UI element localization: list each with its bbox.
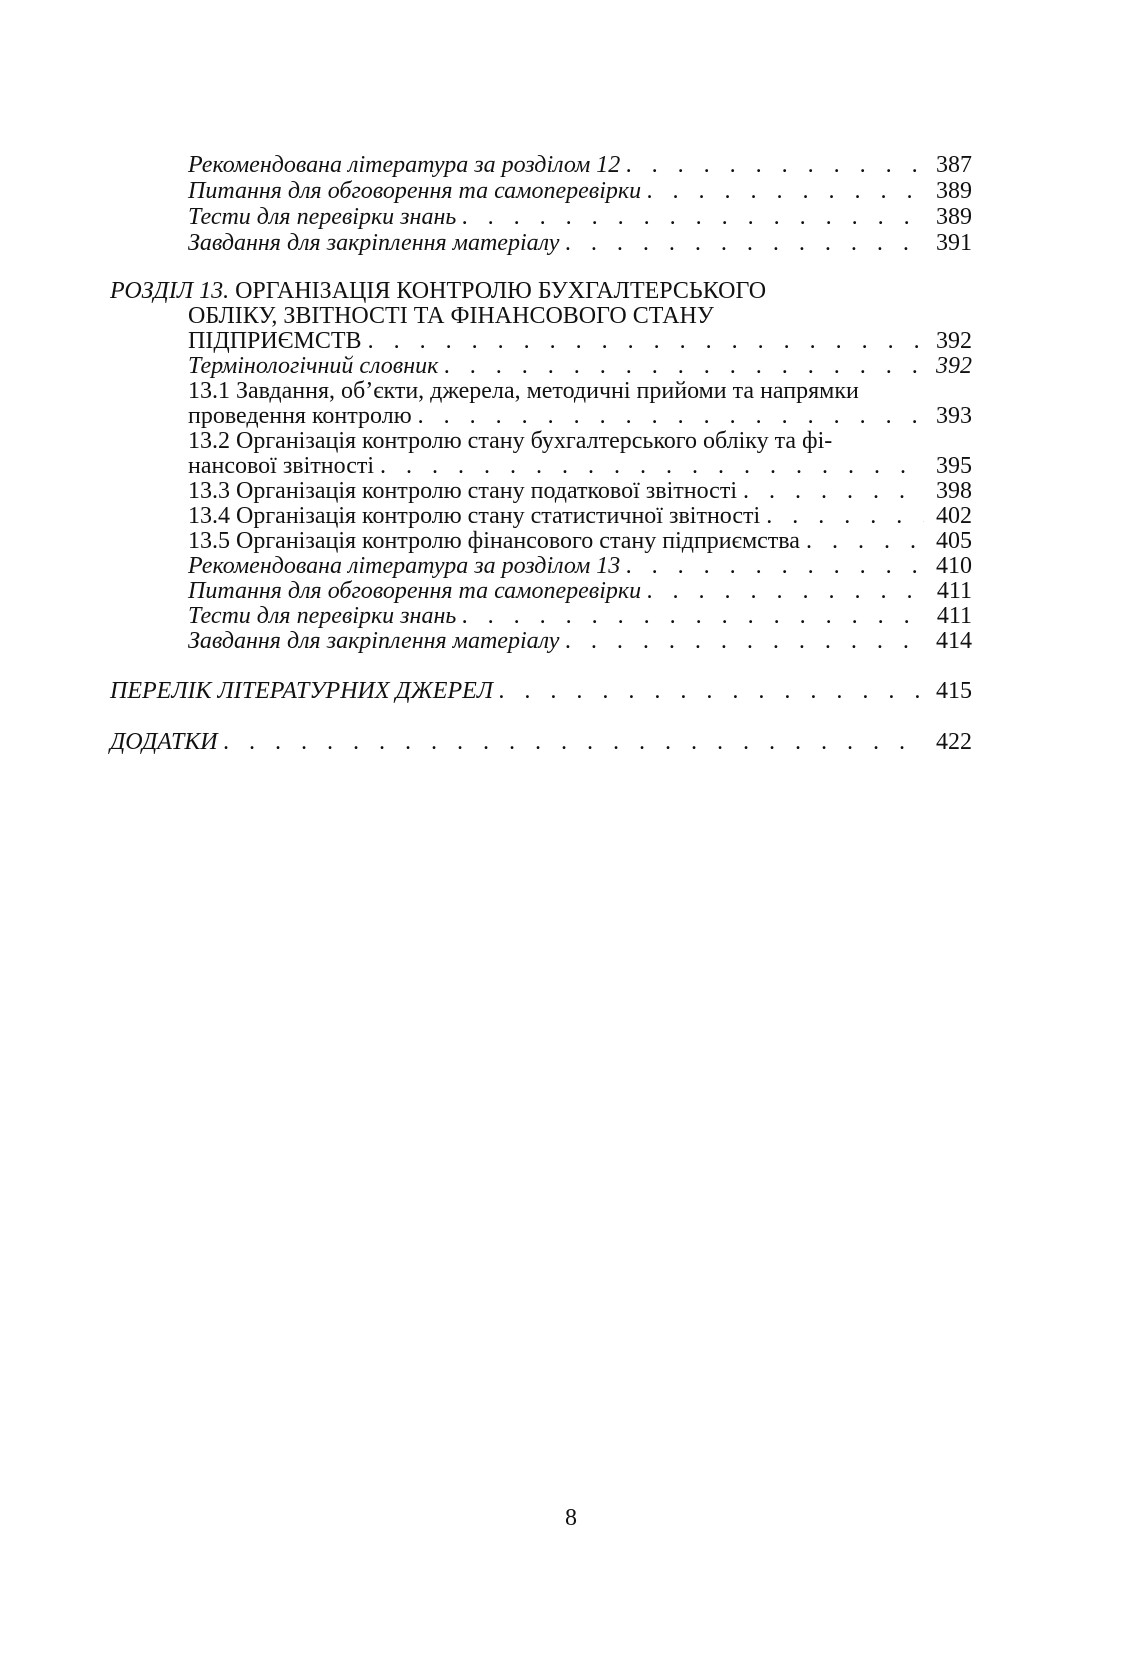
dot-leader (565, 230, 924, 257)
toc-entry-page: 393 (936, 403, 972, 429)
toc-entry-ch13-tests[interactable] (188, 603, 972, 630)
dot-leader (418, 403, 924, 430)
page-number: 8 (565, 1505, 577, 1531)
toc-entry-title: ПЕРЕЛІК ЛІТЕРАТУРНИХ ДЖЕРЕЛ (110, 678, 494, 704)
toc-entry-page: 392 (936, 328, 972, 354)
chapter13-title-line2: ОБЛІКУ, ЗВІТНОСТІ ТА ФІНАНСОВОГО СТАНУ (188, 303, 714, 329)
toc-entry-title: 13.5 Організація контролю фінансового стану підприємства (188, 528, 800, 554)
dot-leader (499, 678, 924, 705)
toc-entry-13-1-line1[interactable]: 13.1 Завдання, об’єкти, джерела, методичні прийоми та напрямки (188, 378, 859, 404)
toc-entry-page: 387 (936, 152, 972, 178)
toc-entry-title: Завдання для закріплення матеріалу (188, 230, 560, 256)
toc-entry-ch13-tasks[interactable] (188, 628, 972, 655)
dot-leader (462, 603, 924, 630)
toc-entry-title: Завдання для закріплення матеріалу (188, 628, 560, 654)
toc-entry-page: 395 (936, 453, 972, 479)
toc-entry-page: 422 (936, 729, 972, 755)
toc-entry-page: 391 (936, 230, 972, 256)
toc-entry-title: проведення контролю (188, 403, 412, 429)
toc-entry-appendices[interactable] (110, 729, 972, 756)
toc-entry-title: Питання для обговорення та самоперевірки (188, 178, 642, 204)
toc-entry-title: 13.4 Організація контролю стану статистичної звітності (188, 503, 761, 529)
chapter13-heading-line1[interactable] (110, 278, 766, 305)
toc-entry-page: 405 (936, 528, 972, 554)
toc-entry-title: 13.3 Організація контролю стану податкової звітності (188, 478, 737, 504)
toc-entry-13-4[interactable] (188, 503, 972, 530)
toc-entry-ch12-tasks[interactable] (188, 230, 972, 257)
toc-entry-title: Рекомендована література за розділом 12 (188, 152, 621, 178)
dot-leader (380, 453, 924, 480)
toc-entry-page: 410 (936, 553, 972, 579)
toc-entry-glossary[interactable] (188, 353, 972, 380)
chapter13-title-line3: ПІДПРИЄМСТВ (188, 328, 362, 354)
dot-leader (647, 578, 924, 605)
toc-entry-title: Рекомендована література за розділом 13 (188, 553, 621, 579)
toc-entry-title: Питання для обговорення та самоперевірки (188, 578, 642, 604)
dot-leader (565, 628, 924, 655)
toc-entry-title: Тести для перевірки знань (188, 204, 457, 230)
dot-leader (626, 152, 924, 179)
toc-entry-page: 411 (936, 578, 972, 604)
toc-entry-references[interactable] (110, 678, 972, 705)
toc-entry-ch13-literature[interactable] (188, 553, 972, 580)
toc-entry-page: 402 (936, 503, 972, 529)
toc-entry-ch13-questions[interactable] (188, 578, 972, 605)
dot-leader (647, 178, 924, 205)
dot-leader (368, 328, 924, 355)
toc-entry-13-2[interactable] (188, 453, 972, 480)
dot-leader (766, 503, 924, 530)
toc-entry-title: Термінологічний словник (188, 353, 439, 379)
toc-entry-page: 389 (936, 204, 972, 230)
toc-entry-title: нансової звітності (188, 453, 375, 479)
toc-entry-ch12-literature[interactable] (188, 152, 972, 179)
toc-entry-page: 392 (936, 353, 972, 379)
toc-entry-ch12-tests[interactable] (188, 204, 972, 231)
chapter13-prefix: РОЗДІЛ 13. (110, 278, 230, 304)
dot-leader (224, 729, 924, 756)
toc-entry-title: Тести для перевірки знань (188, 603, 457, 629)
chapter13-title-line1: ОРГАНІЗАЦІЯ КОНТРОЛЮ БУХГАЛТЕРСЬКОГО (235, 278, 767, 304)
toc-entry-13-2-line1[interactable]: 13.2 Організація контролю стану бухгалтерського обліку та фі- (188, 428, 833, 454)
dot-leader (743, 478, 924, 505)
toc-entry-page: 389 (936, 178, 972, 204)
toc-entry-page: 415 (936, 678, 972, 704)
toc-entry-page: 398 (936, 478, 972, 504)
dot-leader (462, 204, 924, 231)
dot-leader (626, 553, 924, 580)
toc-entry-13-3[interactable] (188, 478, 972, 505)
dot-leader (444, 353, 924, 380)
toc-entry-page: 414 (936, 628, 972, 654)
toc-entry-title: ДОДАТКИ (110, 729, 218, 755)
chapter13-heading-line3[interactable] (188, 328, 972, 355)
toc-entry-13-1[interactable] (188, 403, 972, 430)
toc-entry-13-5[interactable] (188, 528, 972, 555)
dot-leader (806, 528, 924, 555)
toc-entry-ch12-questions[interactable] (188, 178, 972, 205)
toc-entry-page: 411 (936, 603, 972, 629)
